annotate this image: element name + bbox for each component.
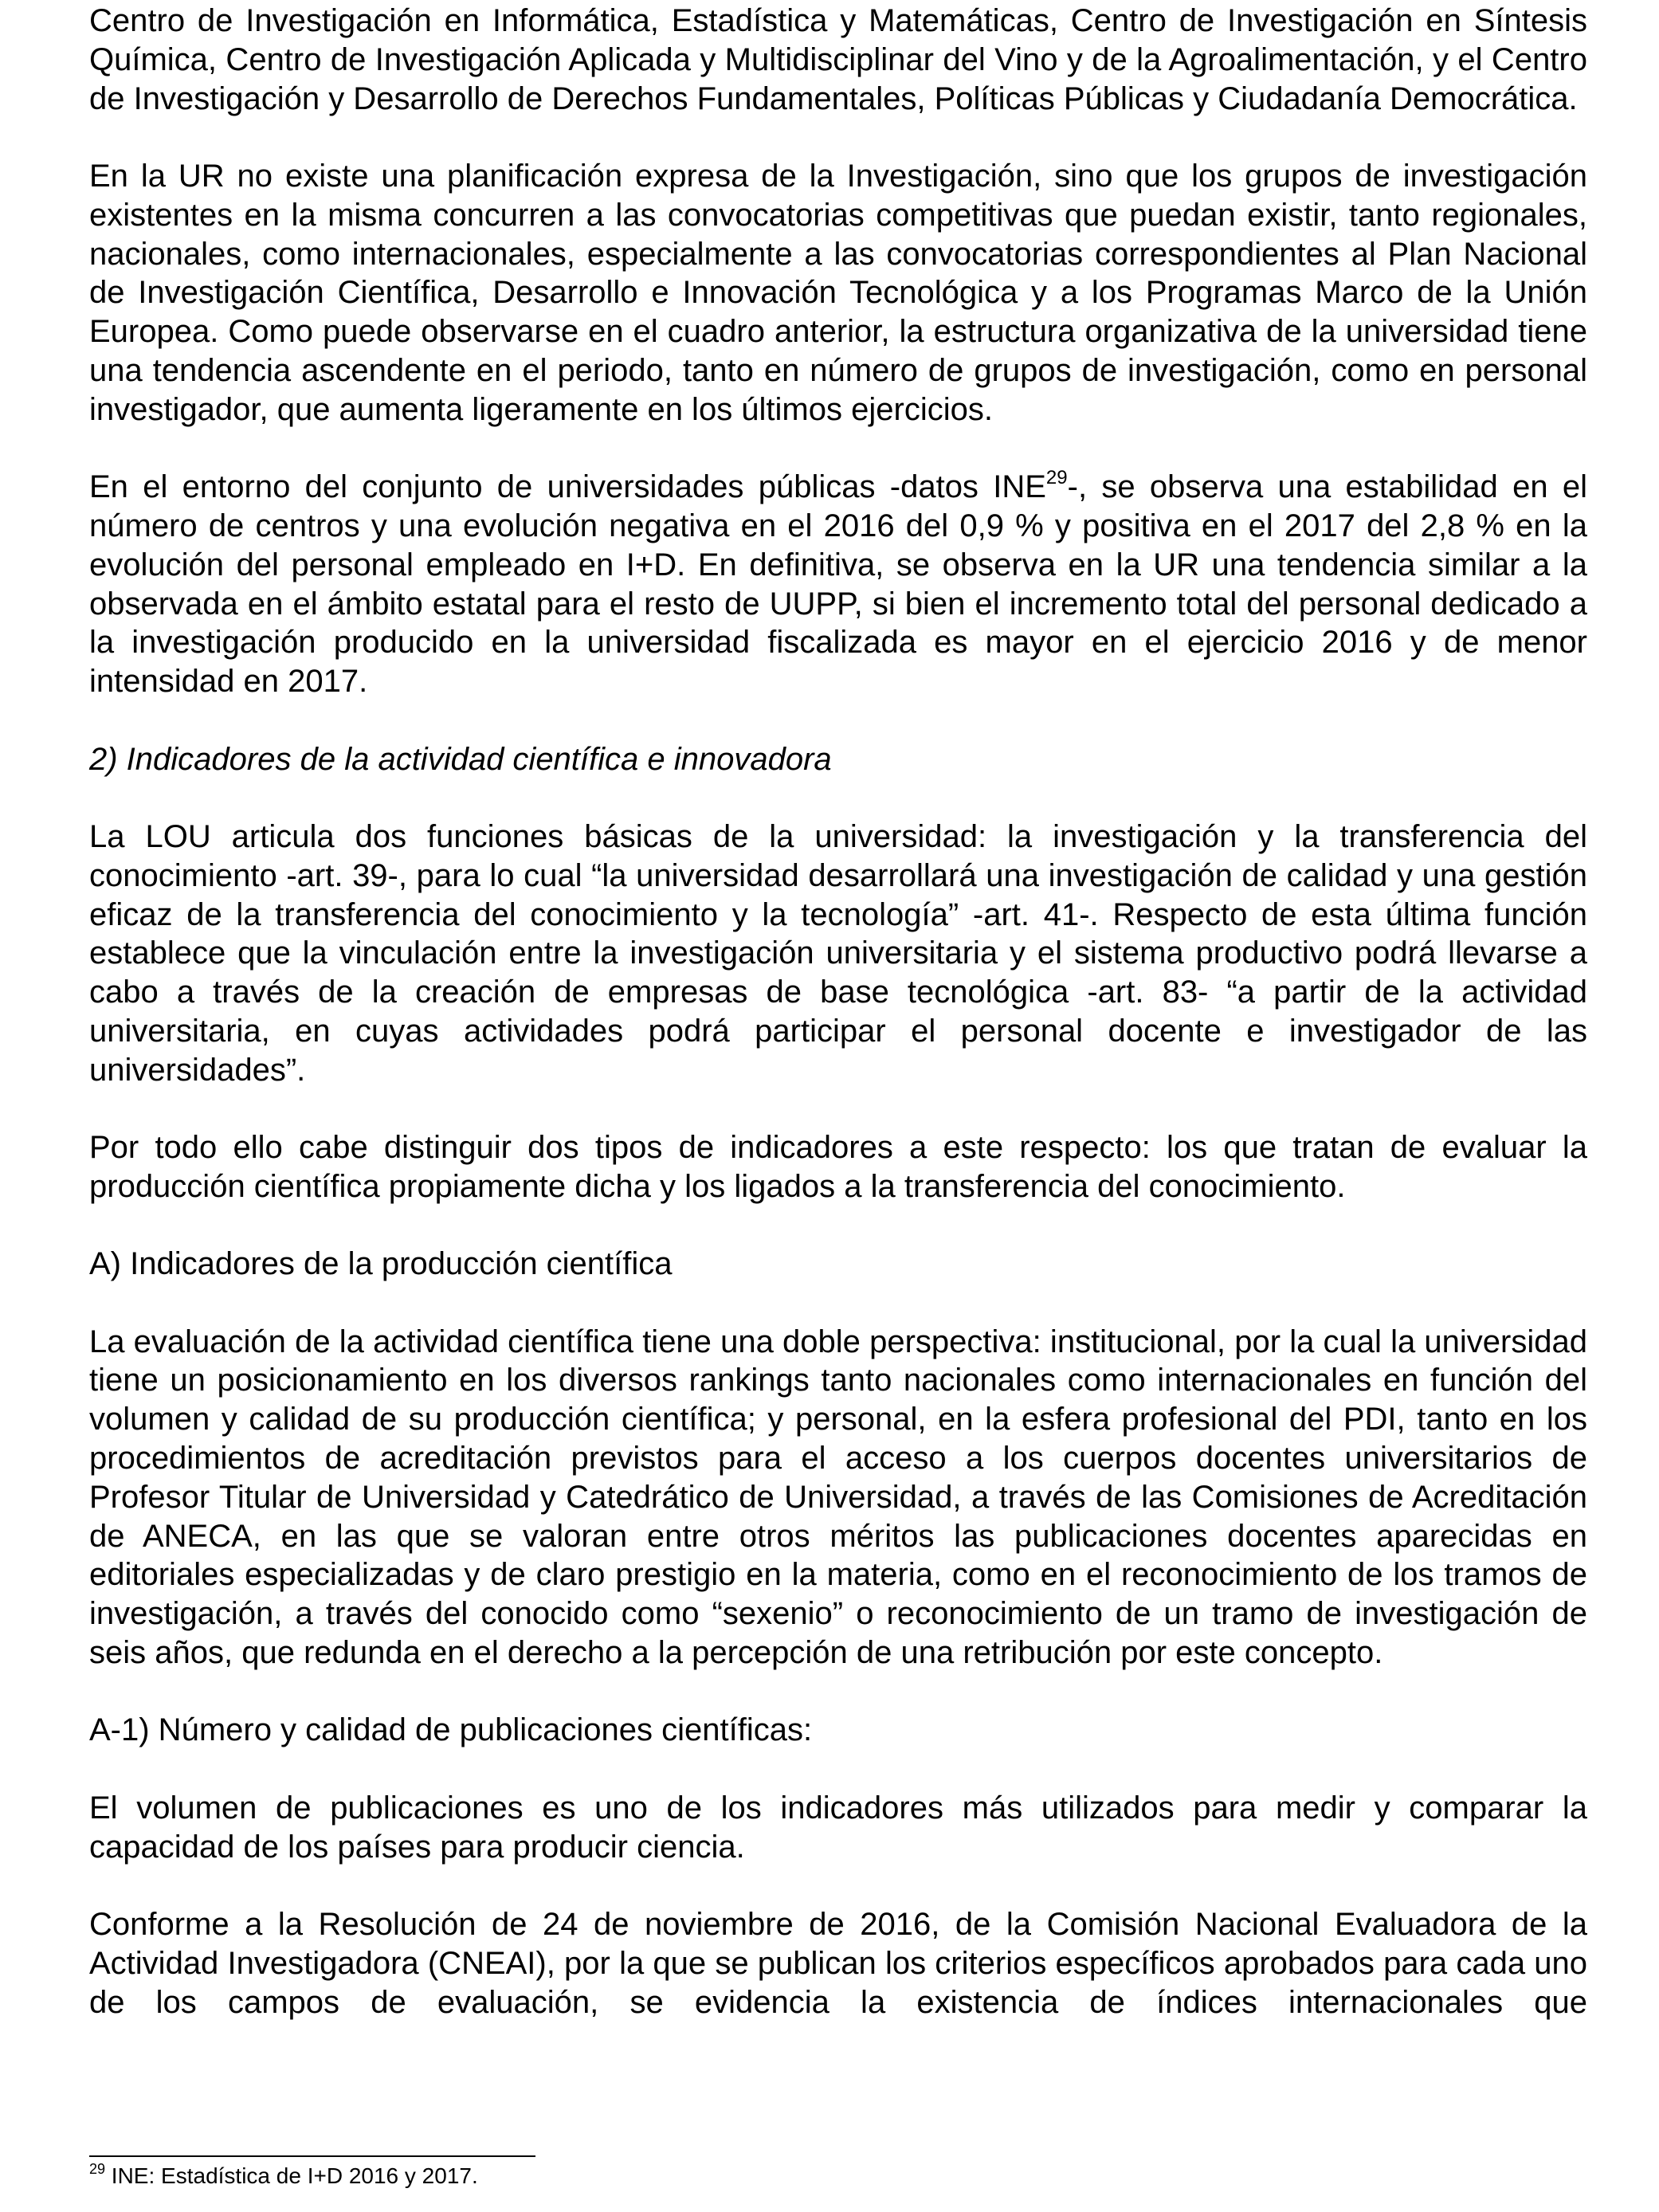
paragraph-public-universities bbox=[89, 468, 1587, 701]
paragraph-public-universities-text-end: -, se observa una estabilidad en el número de centros y una evolución negativa en el 2016 del 0,9 % y positiva en el 2017 del 2,8 % en la evolución del personal empleado en I+D. En definitiva, se observa en la UR una tendencia similar a la observada en el ámbito estatal para el resto de UUPP, si bien el incremento total del personal dedicado a la investigación producido en la universidad fiscalizada es mayor en el ejercicio 2016 y de menor intensidad en 2017. bbox=[89, 469, 1587, 700]
footnote-29 bbox=[89, 2160, 478, 2190]
subheading-scientific-production: A) Indicadores de la producción científica bbox=[89, 1246, 673, 1282]
paragraph-indicator-types: Por todo ello cabe distinguir dos tipos de indicadores a este respecto: los que tratan de evaluar la producción científica propiamente dicha y los ligados a la transferencia del conocimiento. bbox=[89, 1130, 1587, 1204]
paragraph-public-universities-text-start: En el entorno del conjunto de universidades públicas -datos INE bbox=[89, 469, 1046, 505]
paragraph-research-planning: En la UR no existe una planificación expresa de la Investigación, sino que los grupos de investigación existentes en la misma concurren a las convocatorias competitivas que puedan existir, tanto regionales, nacionales, como internacionales, especialmente a las convocatorias correspondientes al Plan Nacional de Investigación Científica, Desarrollo e Innovación Tecnológica y a los Programas Marco de la Unión Europea. Como puede observarse en el cuadro anterior, la estructura organizativa de la universidad tiene una tendencia ascendente en el periodo, tanto en número de grupos de investigación, como en personal investigador, que aumenta ligeramente en los últimos ejercicios. bbox=[89, 158, 1587, 427]
footnote-text: INE: Estadística de I+D 2016 y 2017. bbox=[105, 2163, 478, 2188]
paragraph-evaluation-perspective: La evaluación de la actividad científica tiene una doble perspectiva: institucional, por la cual la universidad tiene un posicionamiento en los diversos rankings tanto nacionales como internacionales en función del volumen y calidad de su producción científica; y personal, en la esfera profesional del PDI, tanto en los procedimientos de acreditación previstos para el acceso a los cuerpos docentes universitarios de Profesor Titular de Universidad y Catedrático de Universidad, a través de las Comisiones de Acreditación de ANECA, en las que se valoran entre otros méritos las publicaciones docentes aparecidas en editoriales especializadas y de claro prestigio en la materia, como en el reconocimiento de los tramos de investigación, a través del conocido como “sexenio” o reconocimiento de un tramo de investigación de seis años, que redunda en el derecho a la percepción de una retribución por este concepto. bbox=[89, 1324, 1587, 1671]
footnote-divider bbox=[89, 2155, 535, 2157]
paragraph-lou-functions: La LOU articula dos funciones básicas de la universidad: la investigación y la transferencia del conocimiento -art. 39-, para lo cual “la universidad desarrollará una investigación de calidad y una gestión eficaz de la transferencia del conocimiento y la tecnología” -art. 41-. Respecto de esta última función establece que la vinculación entre la investigación universitaria y el sistema productivo podrá llevarse a cabo a través de la creación de empresas de base tecnológica -art. 83- “a partir de la actividad universitaria, en cuyas actividades podrá participar el personal docente e investigador de las universidades”. bbox=[89, 818, 1587, 1088]
document-page bbox=[89, 0, 1587, 2022]
paragraph-cneai-resolution: Conforme a la Resolución de 24 de noviembre de 2016, de la Comisión Nacional Evaluadora de la Actividad Investigadora (CNEAI), por la que se publican los criterios específicos aprobados para cada uno de los campos de evaluación, se evidencia la existencia de índices internacionales que bbox=[89, 1907, 1587, 2020]
paragraph-publications-volume: El volumen de publicaciones es uno de los indicadores más utilizados para medir y comparar la capacidad de los países para producir ciencia. bbox=[89, 1790, 1587, 1865]
footnote-number: 29 bbox=[89, 2160, 106, 2177]
paragraph-research-centres: Centro de Investigación en Informática, Estadística y Matemáticas, Centro de Investigación en Síntesis Química, Centro de Investigación Aplicada y Multidisciplinar del Vino y de la Agroalimentación, y el Centro de Investigación y Desarrollo de Derechos Fundamentales, Políticas Públicas y Ciudadanía Democrática. bbox=[89, 3, 1587, 116]
footnote-reference-29[interactable]: 29 bbox=[1045, 466, 1068, 488]
subheading-publications-number: A-1) Número y calidad de publicaciones científicas: bbox=[89, 1712, 813, 1748]
section-heading-indicators: 2) Indicadores de la actividad científica e innovadora bbox=[89, 741, 832, 777]
